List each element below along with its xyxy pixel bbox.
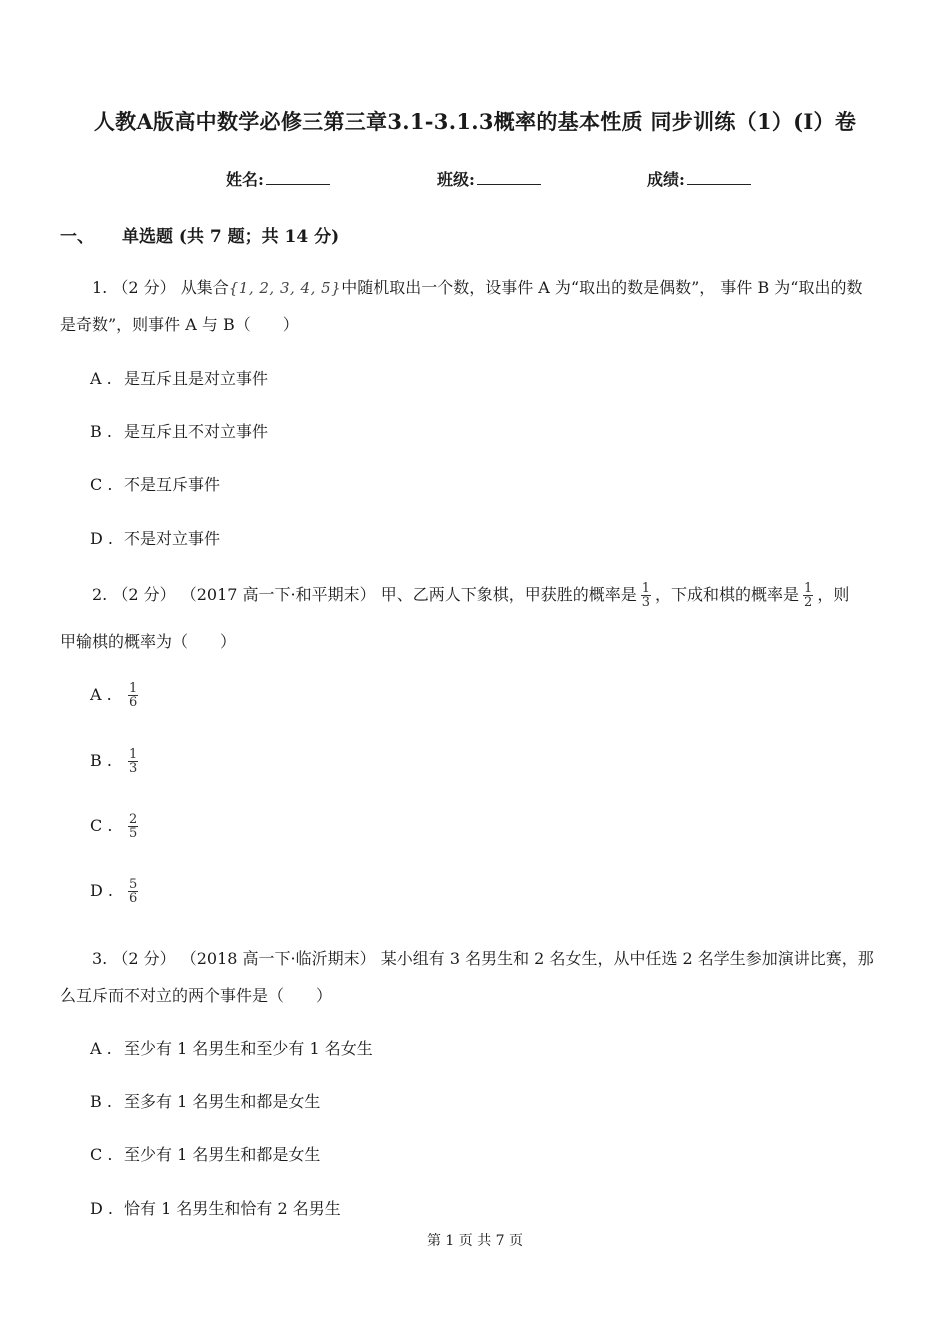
fraction-numerator: 5 bbox=[129, 877, 138, 892]
question-number: 2. bbox=[92, 585, 108, 604]
name-blank bbox=[266, 170, 330, 185]
section-number: 一、 bbox=[60, 227, 94, 247]
page-title: 人教A版高中数学必修三第三章3.1-3.1.3概率的基本性质 同步训练（1）(I）卷 bbox=[93, 109, 857, 134]
option-fraction bbox=[128, 748, 138, 775]
question-1-line-2: 是奇数”，则事件 A 与 B（ ） bbox=[60, 315, 299, 334]
fraction-denominator: 6 bbox=[129, 695, 138, 710]
question-1-option-d bbox=[90, 526, 220, 549]
option-fraction bbox=[128, 682, 138, 709]
question-number: 1. bbox=[92, 278, 108, 297]
question-text: 中随机取出一个数，设事件 A 为“取出的数是偶数”， 事件 B 为“取出的数 bbox=[341, 278, 863, 297]
option-text: 恰有 1 名男生和恰有 2 名男生 bbox=[124, 1199, 341, 1218]
question-source: （2017 高一下·和平期末） bbox=[180, 585, 376, 604]
question-1-line-1 bbox=[60, 275, 928, 298]
page-footer: 第 1 页 共 7 页 bbox=[426, 1233, 524, 1249]
section-heading bbox=[60, 222, 339, 247]
question-2-line-1 bbox=[60, 582, 928, 609]
option-letter: C . bbox=[90, 1145, 113, 1164]
fraction-denominator: 2 bbox=[804, 595, 813, 610]
question-3-option-a bbox=[90, 1036, 373, 1059]
option-letter: B . bbox=[90, 422, 112, 441]
question-number: 3. bbox=[92, 949, 108, 968]
option-letter: D . bbox=[90, 881, 113, 900]
option-text: 至少有 1 名男生和至少有 1 名女生 bbox=[124, 1039, 373, 1058]
fraction-numerator: 2 bbox=[129, 812, 138, 827]
option-letter: B . bbox=[90, 1092, 112, 1111]
question-2-option-d bbox=[90, 878, 142, 905]
option-letter: A . bbox=[90, 369, 112, 388]
question-score: （2 分） bbox=[112, 949, 176, 968]
option-letter: C . bbox=[90, 475, 113, 494]
option-text: 至多有 1 名男生和都是女生 bbox=[124, 1092, 321, 1111]
option-text: 是互斥且不对立事件 bbox=[124, 422, 269, 441]
option-letter: B . bbox=[90, 751, 112, 770]
question-3-option-d bbox=[90, 1196, 341, 1219]
question-text: 从集合 bbox=[180, 278, 229, 297]
question-2-option-b bbox=[90, 748, 142, 775]
student-info-row bbox=[0, 167, 950, 191]
question-text: ，下成和棋的概率是 bbox=[655, 585, 800, 604]
fraction-denominator: 3 bbox=[129, 761, 138, 776]
score-field bbox=[647, 167, 751, 190]
name-label: 姓名: bbox=[226, 170, 264, 189]
fraction-denominator: 6 bbox=[129, 891, 138, 906]
section-title-text: 单选题 (共 7 题；共 14 分) bbox=[122, 227, 340, 247]
question-2-option-a bbox=[90, 682, 142, 709]
question-text: 甲、乙两人下象棋，甲获胜的概率是 bbox=[380, 585, 637, 604]
option-text: 不是对立事件 bbox=[124, 529, 221, 548]
question-source: （2018 高一下·临沂期末） bbox=[180, 949, 376, 968]
question-2-line-2: 甲输棋的概率为（ ） bbox=[60, 632, 237, 651]
fraction-numerator: 1 bbox=[129, 681, 138, 696]
option-text: 至少有 1 名男生和都是女生 bbox=[124, 1145, 321, 1164]
fraction-denominator: 3 bbox=[641, 595, 651, 610]
fraction bbox=[641, 582, 651, 609]
question-score: （2 分） bbox=[112, 585, 176, 604]
question-text: 某小组有 3 名男生和 2 名女生，从中任选 2 名学生参加演讲比赛，那 bbox=[380, 949, 874, 968]
option-text: 是互斥且是对立事件 bbox=[124, 369, 269, 388]
question-3-option-b bbox=[90, 1089, 320, 1112]
fraction-numerator: 1 bbox=[641, 581, 651, 596]
class-blank bbox=[477, 170, 541, 185]
option-letter: D . bbox=[90, 1199, 113, 1218]
option-fraction bbox=[128, 813, 138, 840]
question-3-line-2: 么互斥而不对立的两个事件是（ ） bbox=[60, 986, 333, 1005]
question-1-option-a bbox=[90, 366, 268, 389]
question-1-option-c bbox=[90, 472, 220, 495]
question-1-option-b bbox=[90, 419, 268, 442]
question-score: （2 分） bbox=[112, 278, 176, 297]
class-field bbox=[437, 167, 541, 190]
option-fraction bbox=[128, 878, 138, 905]
question-3-option-c bbox=[90, 1142, 320, 1165]
fraction-denominator: 5 bbox=[129, 826, 138, 841]
set-expression: {1, 2, 3, 4, 5} bbox=[228, 279, 342, 297]
fraction-numerator: 1 bbox=[804, 581, 813, 596]
fraction bbox=[803, 582, 813, 609]
option-letter: C . bbox=[90, 816, 113, 835]
option-text: 不是互斥事件 bbox=[124, 475, 221, 494]
option-letter: D . bbox=[90, 529, 113, 548]
fraction-numerator: 1 bbox=[129, 747, 138, 762]
option-letter: A . bbox=[90, 1039, 112, 1058]
question-text: ，则 bbox=[817, 585, 850, 604]
option-letter: A . bbox=[90, 685, 112, 704]
question-2-option-c bbox=[90, 813, 142, 840]
name-field bbox=[226, 167, 330, 190]
score-blank bbox=[687, 170, 751, 185]
question-3-line-1 bbox=[60, 946, 928, 969]
class-label: 班级: bbox=[437, 170, 475, 189]
score-label: 成绩: bbox=[647, 170, 685, 189]
